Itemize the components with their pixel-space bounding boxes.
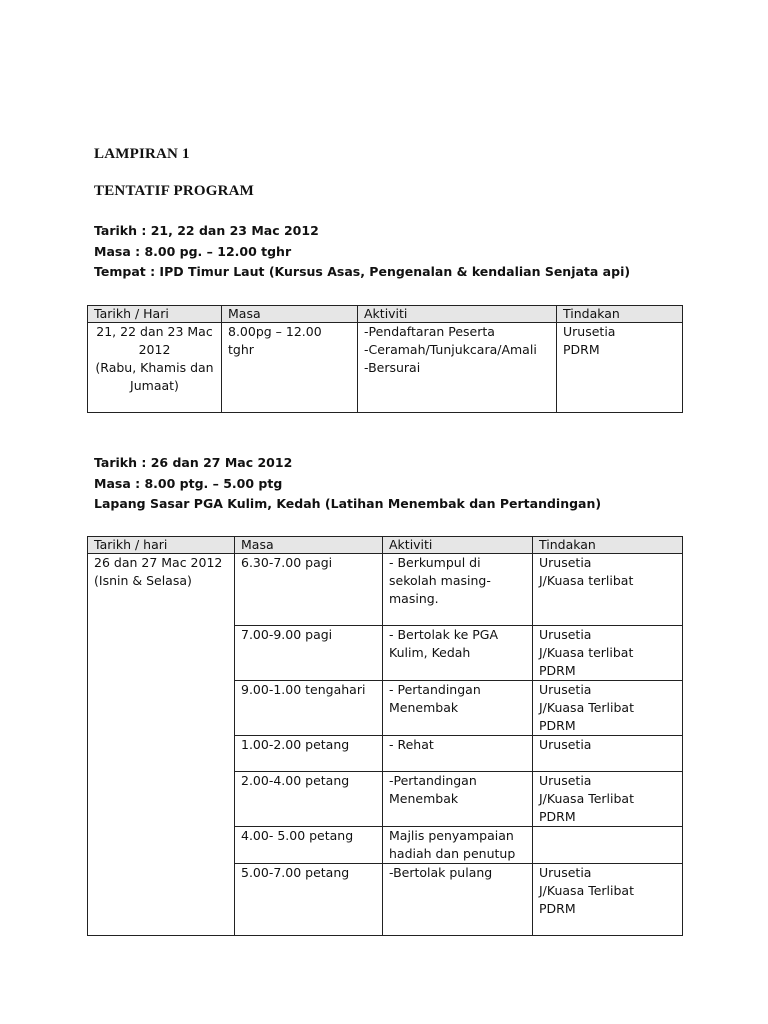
cell-line: Urusetia <box>539 737 592 752</box>
cell-line: 26 dan 27 Mac 2012 <box>94 555 223 570</box>
cell-masa <box>235 681 383 736</box>
cell-line: Jumaat) <box>130 378 179 393</box>
cell-masa <box>235 772 383 827</box>
cell-line: Urusetia <box>539 865 592 880</box>
cell-line: Urusetia <box>539 773 592 788</box>
cell-line: PDRM <box>563 342 600 357</box>
cell-line: 2012 <box>138 342 171 357</box>
cell-line: Urusetia <box>539 682 592 697</box>
section1-info <box>94 221 630 283</box>
section2-date: Tarikh : 26 dan 27 Mac 2012 <box>94 455 293 470</box>
cell-line: -Bertolak pulang <box>389 865 493 880</box>
cell-line: Urusetia <box>539 627 592 642</box>
column-header-masa: Masa <box>222 306 358 323</box>
cell-line: Urusetia <box>539 555 592 570</box>
column-header-tarikh: Tarikh / hari <box>88 537 235 554</box>
cell-masa <box>235 864 383 936</box>
cell-line: 9.00-1.00 tengahari <box>241 682 366 697</box>
cell-line: PDRM <box>539 809 576 824</box>
cell-line: 1.00-2.00 petang <box>241 737 350 752</box>
cell-aktiviti <box>383 626 533 681</box>
cell-tindakan <box>533 864 683 936</box>
cell-line: -Pendaftaran Peserta <box>364 324 495 339</box>
column-header-tindakan: Tindakan <box>533 537 683 554</box>
document-heading: LAMPIRAN 1 <box>94 146 190 162</box>
cell-line: J/Kuasa terlibat <box>539 645 634 660</box>
document-subheading: TENTATIF PROGRAM <box>94 183 255 199</box>
cell-tarikh <box>88 554 235 936</box>
cell-line: (Rabu, Khamis dan <box>95 360 214 375</box>
column-header-tarikh: Tarikh / Hari <box>88 306 222 323</box>
cell-line: Kulim, Kedah <box>389 645 471 660</box>
cell-tindakan <box>533 772 683 827</box>
cell-aktiviti <box>383 736 533 772</box>
cell-tindakan <box>533 626 683 681</box>
cell-line: 21, 22 dan 23 Mac <box>96 324 213 339</box>
cell-tindakan <box>533 681 683 736</box>
cell-tarikh <box>88 323 222 413</box>
cell-masa <box>222 323 358 413</box>
table-header-row <box>88 306 683 323</box>
cell-line: Menembak <box>389 700 459 715</box>
cell-line: - Bertolak ke PGA <box>389 627 499 642</box>
cell-tindakan <box>533 554 683 626</box>
cell-line: sekolah masing- <box>389 573 491 588</box>
section2-info <box>94 453 601 515</box>
cell-line: hadiah dan penutup <box>389 846 516 861</box>
cell-masa <box>235 626 383 681</box>
column-header-tindakan: Tindakan <box>557 306 683 323</box>
cell-line: - Berkumpul di <box>389 555 481 570</box>
cell-line: - Pertandingan <box>389 682 481 697</box>
section1-place: Tempat : IPD Timur Laut (Kursus Asas, Pengenalan & kendalian Senjata api) <box>94 264 631 279</box>
cell-line: - Rehat <box>389 737 434 752</box>
cell-line: J/Kuasa terlibat <box>539 573 634 588</box>
column-header-aktiviti: Aktiviti <box>383 537 533 554</box>
cell-tindakan <box>533 736 683 772</box>
cell-line: 5.00-7.00 petang <box>241 865 350 880</box>
table-header-row <box>88 537 683 554</box>
cell-line: J/Kuasa Terlibat <box>539 883 634 898</box>
cell-line: J/Kuasa Terlibat <box>539 700 634 715</box>
cell-aktiviti <box>383 827 533 864</box>
column-header-masa: Masa <box>235 537 383 554</box>
cell-masa <box>235 827 383 864</box>
table-row <box>88 554 683 626</box>
column-header-aktiviti: Aktiviti <box>358 306 557 323</box>
cell-line: Menembak <box>389 791 459 806</box>
cell-line: PDRM <box>539 718 576 733</box>
cell-line: PDRM <box>539 901 576 916</box>
cell-line: Urusetia <box>563 324 616 339</box>
cell-line: (Isnin & Selasa) <box>94 573 192 588</box>
section2-time: Masa : 8.00 ptg. – 5.00 ptg <box>94 475 283 491</box>
cell-tindakan <box>557 323 683 413</box>
section2-table <box>87 536 683 936</box>
cell-aktiviti <box>383 554 533 626</box>
cell-line: -Ceramah/Tunjukcara/Amali <box>364 342 537 357</box>
cell-aktiviti <box>383 772 533 827</box>
section1-time: Masa : 8.00 pg. – 12.00 tghr <box>94 243 292 259</box>
cell-line: tghr <box>228 342 254 357</box>
section1-table <box>87 305 683 413</box>
cell-aktiviti <box>383 864 533 936</box>
cell-masa <box>235 736 383 772</box>
cell-aktiviti <box>383 681 533 736</box>
cell-line: 6.30-7.00 pagi <box>241 555 333 570</box>
cell-aktiviti <box>358 323 557 413</box>
cell-line: 8.00pg – 12.00 <box>228 324 322 339</box>
cell-tindakan <box>533 827 683 864</box>
section1-date: Tarikh : 21, 22 dan 23 Mac 2012 <box>94 223 319 238</box>
cell-line: J/Kuasa Terlibat <box>539 791 634 806</box>
cell-line: 4.00- 5.00 petang <box>241 828 354 843</box>
cell-line: -Bersurai <box>364 360 421 375</box>
cell-line: PDRM <box>539 663 576 678</box>
table-row <box>88 323 683 413</box>
cell-line: 2.00-4.00 petang <box>241 773 350 788</box>
cell-line: 7.00-9.00 pagi <box>241 627 333 642</box>
cell-line: Majlis penyampaian <box>389 828 514 843</box>
cell-masa <box>235 554 383 626</box>
section2-place: Lapang Sasar PGA Kulim, Kedah (Latihan Menembak dan Pertandingan) <box>94 496 602 511</box>
cell-line: masing. <box>389 591 439 606</box>
cell-line: -Pertandingan <box>389 773 477 788</box>
